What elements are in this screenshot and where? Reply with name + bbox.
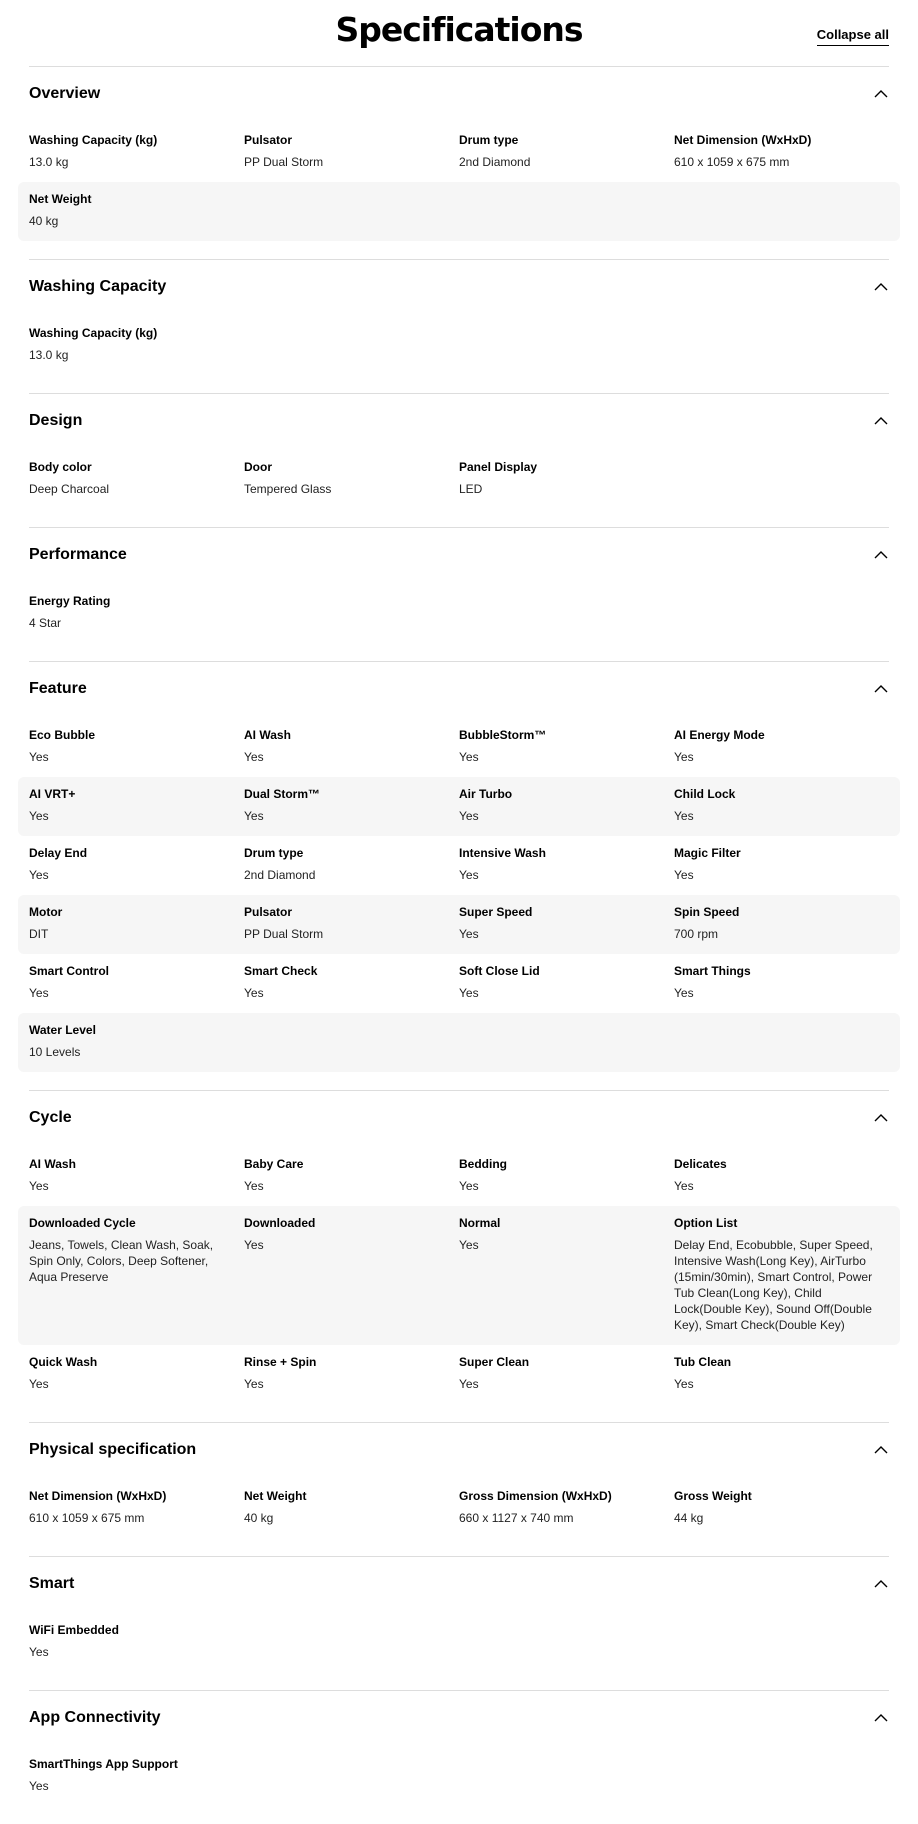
spec-section-smart (29, 1556, 889, 1690)
spec-label: AI Energy Mode (674, 728, 765, 742)
spec-label: Quick Wash (29, 1355, 98, 1369)
spec-label: Option List (674, 1216, 738, 1230)
spec-value: Yes (244, 750, 264, 764)
spec-label: Door (244, 460, 272, 474)
spec-label: Water Level (29, 1023, 96, 1037)
spec-row (18, 836, 900, 895)
spec-sections (29, 66, 889, 1824)
spec-value: Yes (674, 750, 694, 764)
spec-label: Gross Dimension (WxHxD) (459, 1489, 612, 1503)
collapse-all-button[interactable]: Collapse all (817, 27, 889, 46)
spec-item (459, 724, 674, 770)
spec-section-performance (29, 527, 889, 661)
spec-value: Yes (459, 868, 479, 882)
page-title: Specifications (335, 10, 583, 49)
spec-value: Delay End, Ecobubble, Super Speed, Intensive Wash(Long Key), AirTurbo (15min/30min), Smart Control, Power Tub Clean(Long Key), Child Lock(Double Key), Sound Off(Double Key), Smart Check(Double Key) (674, 1238, 873, 1332)
spec-row (18, 450, 900, 509)
spec-item (244, 1351, 459, 1397)
spec-item (674, 1485, 889, 1531)
spec-item (244, 1485, 459, 1531)
spec-item (459, 1212, 674, 1338)
spec-value: Yes (674, 1179, 694, 1193)
spec-value: Deep Charcoal (29, 482, 110, 496)
spec-label: Normal (459, 1216, 501, 1230)
section-title: Design (29, 412, 83, 429)
spec-label: Child Lock (674, 787, 736, 801)
spec-row (18, 1013, 900, 1072)
spec-label: Delay End (29, 846, 88, 860)
chevron-up-icon[interactable] (873, 683, 889, 695)
spec-item (459, 1153, 674, 1199)
spec-value: 2nd Diamond (459, 155, 531, 169)
spec-item (29, 960, 244, 1006)
spec-value: Yes (459, 1238, 479, 1252)
spec-section-physical (29, 1422, 889, 1556)
specifications-header (0, 0, 918, 66)
spec-item (29, 1619, 244, 1665)
spec-label: Rinse + Spin (244, 1355, 317, 1369)
spec-value: Yes (244, 1377, 264, 1391)
section-title: Feature (29, 680, 87, 697)
chevron-up-icon[interactable] (873, 1112, 889, 1124)
chevron-up-icon[interactable] (873, 281, 889, 293)
spec-row (18, 777, 900, 836)
spec-label: Magic Filter (674, 846, 741, 860)
spec-label: Net Weight (29, 192, 92, 206)
spec-value: Yes (29, 1179, 49, 1193)
spec-value: Yes (459, 927, 479, 941)
spec-label: Panel Display (459, 460, 538, 474)
spec-value: Yes (29, 809, 49, 823)
spec-item (244, 129, 459, 175)
chevron-up-icon[interactable] (873, 549, 889, 561)
spec-value: 13.0 kg (29, 348, 69, 362)
section-title: App Connectivity (29, 1709, 161, 1726)
spec-item (674, 1351, 889, 1397)
spec-item (674, 901, 889, 947)
section-title: Performance (29, 546, 127, 563)
spec-value: Yes (29, 986, 49, 1000)
spec-item (459, 960, 674, 1006)
spec-label: Drum type (244, 846, 304, 860)
spec-label: Drum type (459, 133, 519, 147)
spec-value: 700 rpm (674, 927, 719, 941)
spec-label: WiFi Embedded (29, 1623, 119, 1637)
spec-row (18, 1206, 900, 1345)
spec-item (674, 724, 889, 770)
spec-item (459, 1485, 674, 1531)
spec-item (674, 129, 889, 175)
spec-value: Yes (459, 986, 479, 1000)
spec-item (29, 842, 244, 888)
spec-row (18, 182, 900, 241)
spec-value: Jeans, Towels, Clean Wash, Soak, Spin Only, Colors, Deep Softener, Aqua Preserve (29, 1238, 214, 1284)
spec-label: Downloaded Cycle (29, 1216, 136, 1230)
spec-label: Net Weight (244, 1489, 307, 1503)
spec-label: SmartThings App Support (29, 1757, 178, 1771)
section-header-app[interactable] (29, 1691, 889, 1747)
spec-item (674, 1153, 889, 1199)
chevron-up-icon[interactable] (873, 1444, 889, 1456)
spec-item (29, 188, 244, 234)
spec-value: Yes (459, 750, 479, 764)
spec-label: Smart Control (29, 964, 110, 978)
spec-item (29, 1485, 244, 1531)
spec-value: DIT (29, 927, 49, 941)
spec-row (18, 1345, 900, 1404)
spec-item (244, 960, 459, 1006)
spec-value: Yes (29, 1377, 49, 1391)
spec-item (244, 724, 459, 770)
section-title: Physical specification (29, 1441, 197, 1458)
spec-value: Yes (244, 986, 264, 1000)
spec-item (244, 901, 459, 947)
spec-value: Yes (244, 1238, 264, 1252)
spec-item (29, 1153, 244, 1199)
spec-label: Washing Capacity (kg) (29, 133, 158, 147)
spec-label: BubbleStorm™ (459, 728, 547, 742)
spec-value: 4 Star (29, 616, 62, 630)
spec-item (29, 901, 244, 947)
section-header-overview[interactable] (29, 67, 889, 123)
spec-value: LED (459, 482, 483, 496)
spec-value: 10 Levels (29, 1045, 81, 1059)
spec-item (29, 724, 244, 770)
spec-value: Yes (674, 809, 694, 823)
spec-item (459, 783, 674, 829)
spec-item (244, 456, 459, 502)
spec-item (459, 129, 674, 175)
spec-row (18, 1747, 900, 1806)
spec-item (29, 1351, 244, 1397)
spec-label: Washing Capacity (kg) (29, 326, 158, 340)
spec-value: Yes (459, 809, 479, 823)
spec-value: 610 x 1059 x 675 mm (674, 155, 790, 169)
spec-label: Eco Bubble (29, 728, 96, 742)
spec-item (244, 1153, 459, 1199)
spec-label: Smart Things (674, 964, 751, 978)
spec-label: AI VRT+ (29, 787, 76, 801)
spec-section-washing-capacity (29, 259, 889, 393)
spec-value: 13.0 kg (29, 155, 69, 169)
section-header-physical[interactable] (29, 1423, 889, 1479)
spec-item (674, 783, 889, 829)
chevron-up-icon[interactable] (873, 1712, 889, 1724)
spec-item (459, 901, 674, 947)
spec-item (29, 783, 244, 829)
section-title: Overview (29, 85, 101, 102)
spec-item (244, 783, 459, 829)
spec-section-feature (29, 661, 889, 1090)
spec-label: Motor (29, 905, 63, 919)
spec-label: Bedding (459, 1157, 507, 1171)
spec-value: Yes (29, 1779, 49, 1793)
spec-item (29, 1753, 244, 1799)
spec-label: Dual Storm™ (244, 787, 321, 801)
spec-row (18, 1613, 900, 1672)
spec-item (674, 842, 889, 888)
section-title: Washing Capacity (29, 278, 167, 295)
spec-label: Body color (29, 460, 92, 474)
spec-value: Yes (674, 868, 694, 882)
spec-value: Yes (459, 1179, 479, 1193)
spec-row (18, 718, 900, 777)
section-header-cycle[interactable] (29, 1091, 889, 1147)
spec-item (29, 1212, 244, 1338)
spec-item (459, 842, 674, 888)
spec-label: Net Dimension (WxHxD) (29, 1489, 167, 1503)
spec-value: Yes (29, 750, 49, 764)
spec-section-cycle (29, 1090, 889, 1422)
spec-item (459, 456, 674, 502)
spec-item (29, 129, 244, 175)
section-header-performance[interactable] (29, 528, 889, 584)
section-header-feature[interactable] (29, 662, 889, 718)
chevron-up-icon[interactable] (873, 88, 889, 100)
spec-item (244, 842, 459, 888)
spec-value: 40 kg (244, 1511, 274, 1525)
spec-value: Yes (674, 1377, 694, 1391)
spec-row (18, 316, 900, 375)
spec-value: Yes (244, 1179, 264, 1193)
spec-label: Net Dimension (WxHxD) (674, 133, 812, 147)
spec-label: Energy Rating (29, 594, 111, 608)
spec-value: 610 x 1059 x 675 mm (29, 1511, 145, 1525)
spec-row (18, 954, 900, 1013)
spec-label: AI Wash (29, 1157, 76, 1171)
spec-item (29, 322, 244, 368)
spec-value: Yes (674, 986, 694, 1000)
spec-value: Yes (244, 809, 264, 823)
spec-label: Delicates (674, 1157, 727, 1171)
spec-row (18, 123, 900, 182)
spec-value: Yes (459, 1377, 479, 1391)
spec-value: Tempered Glass (244, 482, 332, 496)
spec-label: AI Wash (244, 728, 291, 742)
spec-item (29, 590, 244, 636)
spec-label: Smart Check (244, 964, 318, 978)
spec-label: Spin Speed (674, 905, 740, 919)
spec-row (18, 1147, 900, 1206)
spec-value: 44 kg (674, 1511, 704, 1525)
section-title: Smart (29, 1575, 75, 1592)
spec-label: Baby Care (244, 1157, 304, 1171)
spec-item (459, 1351, 674, 1397)
spec-item (29, 456, 244, 502)
spec-section-app (29, 1690, 889, 1824)
chevron-up-icon[interactable] (873, 1578, 889, 1590)
section-header-smart[interactable] (29, 1557, 889, 1613)
spec-label: Gross Weight (674, 1489, 752, 1503)
spec-value: Yes (29, 1645, 49, 1659)
spec-item (674, 960, 889, 1006)
spec-label: Tub Clean (674, 1355, 732, 1369)
chevron-up-icon[interactable] (873, 415, 889, 427)
spec-label: Air Turbo (459, 787, 513, 801)
spec-item (29, 1019, 244, 1065)
spec-label: Soft Close Lid (459, 964, 540, 978)
spec-item (674, 1212, 889, 1338)
spec-label: Pulsator (244, 133, 293, 147)
spec-label: Downloaded (244, 1216, 316, 1230)
spec-section-overview (29, 66, 889, 259)
section-header-washing-capacity[interactable] (29, 260, 889, 316)
spec-row (18, 1479, 900, 1538)
section-header-design[interactable] (29, 394, 889, 450)
spec-section-design (29, 393, 889, 527)
spec-row (18, 584, 900, 643)
spec-value: Yes (29, 868, 49, 882)
spec-label: Super Speed (459, 905, 533, 919)
spec-item (244, 1212, 459, 1338)
spec-label: Pulsator (244, 905, 293, 919)
spec-row (18, 895, 900, 954)
spec-value: 2nd Diamond (244, 868, 316, 882)
section-title: Cycle (29, 1109, 72, 1126)
spec-label: Super Clean (459, 1355, 530, 1369)
spec-value: PP Dual Storm (244, 155, 324, 169)
spec-value: 40 kg (29, 214, 59, 228)
spec-label: Intensive Wash (459, 846, 546, 860)
spec-value: PP Dual Storm (244, 927, 324, 941)
spec-value: 660 x 1127 x 740 mm (459, 1511, 574, 1525)
